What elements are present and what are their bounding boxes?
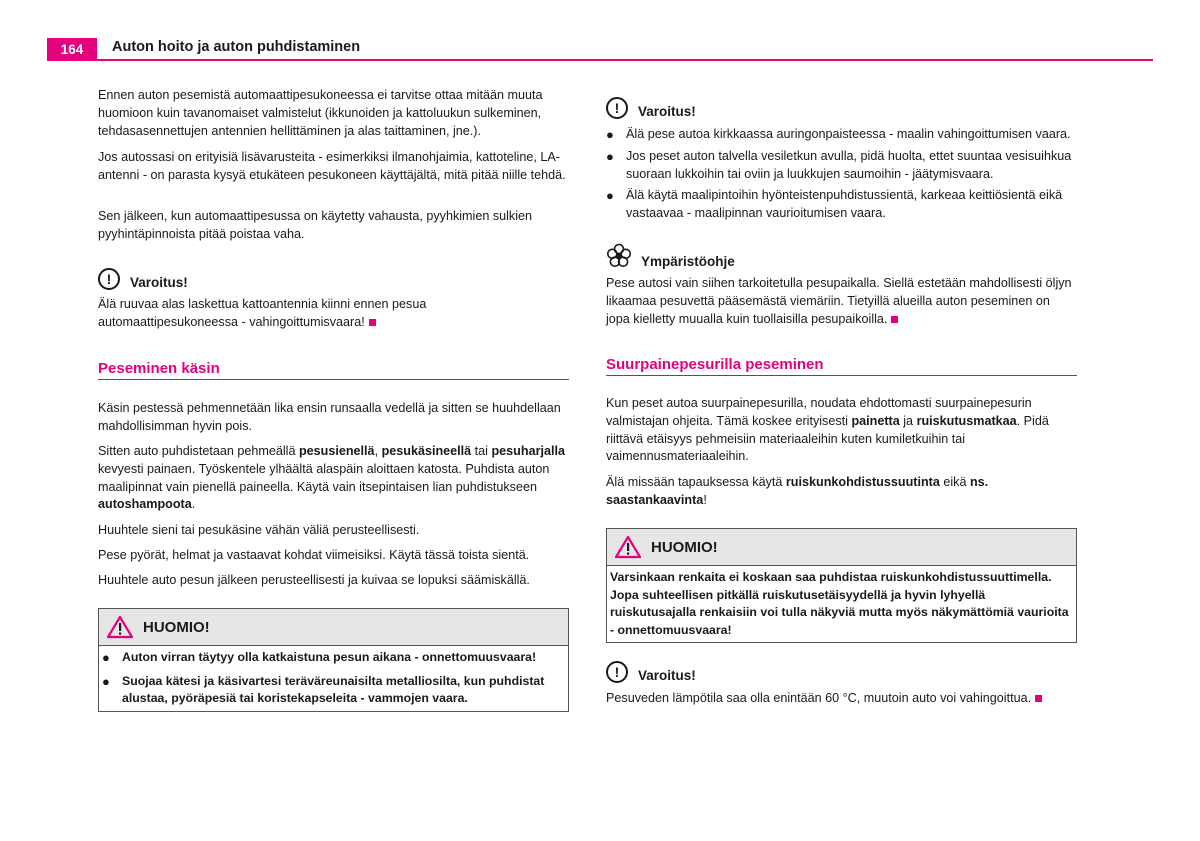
exclamation-circle-icon: ! bbox=[98, 268, 120, 290]
warning-box bbox=[606, 96, 1077, 223]
list-item: ● Suojaa kätesi ja käsivartesi teräväreunaisilta metalliosilta, kun puhdistat alustaa, pyöräpesiä tai koristekapseleita - vammojen vaara. bbox=[102, 673, 545, 705]
section-title: Suurpainepesurilla peseminen bbox=[606, 356, 1077, 376]
warning-triangle-icon bbox=[615, 535, 641, 559]
hand-paragraph-5: Huuhtele auto pesun jälkeen perusteellisesti ja kuivaa se lopuksi säämiskällä. bbox=[98, 573, 530, 587]
list-item: ● Jos peset auton talvella vesiletkun avulla, pidä huolta, ettet suuntaa vesisuihkua suoraan lukkoihin tai oviin ja luukkujen saumoihin - jäätymisvaara. bbox=[606, 148, 1072, 181]
warning-title: Varoitus! bbox=[130, 274, 188, 290]
exclamation-circle-icon: ! bbox=[606, 661, 628, 683]
list-item: ● Älä käytä maalipintoihin hyönteistenpuhdistussientä, karkeaa keittiösientä eikä vastaavaa - maalipinnan vaurioitumisen vaara. bbox=[606, 188, 1063, 221]
caution-title: HUOMIO! bbox=[143, 618, 210, 636]
hand-paragraph-1: Käsin pestessä pehmennetään lika ensin runsaalla vedellä ja sitten se huuhdellaan mahdollisimman hyvin pois. bbox=[98, 401, 561, 433]
section-pressure-wash bbox=[606, 356, 1077, 376]
caution-box bbox=[98, 608, 569, 712]
environment-note bbox=[606, 247, 1077, 328]
warning-triangle-icon bbox=[107, 615, 133, 639]
list-item: ● Älä pese autoa kirkkaassa auringonpaisteessa - maalin vahingoittumisen vaara. bbox=[606, 127, 1071, 142]
environment-title: Ympäristöohje bbox=[641, 253, 735, 269]
list-item: ● Auton virran täytyy olla katkaistuna pesun aikana - onnettomuusvaara! bbox=[102, 650, 537, 665]
warning-title: Varoitus! bbox=[638, 667, 696, 683]
caution-box bbox=[606, 528, 1077, 643]
header-rule bbox=[47, 59, 1153, 61]
environment-text: Pese autosi vain siihen tarkoitetulla pesupaikalla. Siellä estetään mahdollisesti öljyn likaamaa pesuvettä pääsemästä viemäriin. Tietyillä alueilla auton peseminen on jopa kielletty muualla kuin tuollaisilla pesupaikoilla. bbox=[606, 276, 1072, 326]
caution-title: HUOMIO! bbox=[651, 538, 718, 556]
warning-text: Pesuveden lämpötila saa olla enintään 60 °C, muutoin auto voi vahingoittua. bbox=[606, 691, 1032, 705]
end-square-icon bbox=[369, 319, 376, 326]
intro-paragraph-3: Sen jälkeen, kun automaattipesussa on käytetty vahausta, pyyhkimien sulkien pyyhintäpinnoista pitää poistaa vaha. bbox=[98, 209, 533, 241]
end-square-icon bbox=[1035, 695, 1042, 702]
header-title: Auton hoito ja auton puhdistaminen bbox=[112, 39, 361, 55]
section-title: Peseminen käsin bbox=[98, 360, 569, 380]
pressure-paragraph-1: Kun peset autoa suurpainepesurilla, noudata ehdottomasti suurpainepesurin valmistajan ohjeita. Tämä koskee erityisesti painetta ja ruiskutusmatkaa. Pidä riittävä etäisyys pehmeisiin materiaaleihin kuten kumiletkuihin tai vaimennusmateriaaleihin. bbox=[606, 396, 1049, 464]
section-hand-wash bbox=[98, 360, 569, 380]
hand-paragraph-2: Sitten auto puhdistetaan pehmeällä pesusienellä, pesukäsineellä tai pesuharjalla kevyesti painaen. Työskentele ylhäältä alaspäin aloittaen katosta. Puhdista auton maalipinnat vain pienellä paineella. Käytä vain itsepintaisen lian puhdistukseen autoshampoota. bbox=[98, 444, 565, 512]
warning-box bbox=[606, 660, 1077, 708]
pressure-paragraph-2: Älä missään tapauksessa käytä ruiskunkohdistussuutinta eikä ns. saastankaavinta! bbox=[606, 475, 989, 507]
warning-text: Älä ruuvaa alas laskettua kattoantennia kiinni ennen pesua automaattipesukoneessa - vahingoittumisvaara! bbox=[98, 297, 427, 329]
warning-box bbox=[98, 267, 569, 332]
flower-icon bbox=[606, 243, 632, 269]
caution-text: Varsinkaan renkaita ei koskaan saa puhdistaa ruiskunkohdistussuuttimella. Jopa suhteellisen pitkällä ruiskutusetäisyydellä ja hyvin lyhyellä ruiskutusajalla renkaisiin voi tulla näkyviä mutta myös näkymättömiä vaurioita - onnettomuusvaara! bbox=[610, 570, 1069, 637]
end-square-icon bbox=[891, 316, 898, 323]
exclamation-circle-icon: ! bbox=[606, 97, 628, 119]
intro-paragraph-1: Ennen auton pesemistä automaattipesukoneessa ei tarvitse ottaa mitään muuta huomioon kuin tavanomaiset valmistelut (ikkunoiden ja kattoluukun sulkeminen, tehdasasennettujen antennien hellittäminen ja alas taittaminen, jne.). bbox=[98, 88, 543, 138]
hand-paragraph-4: Pese pyörät, helmat ja vastaavat kohdat viimeisiksi. Käytä tässä toista sientä. bbox=[98, 548, 530, 562]
warning-title: Varoitus! bbox=[638, 103, 696, 119]
hand-paragraph-3: Huuhtele sieni tai pesukäsine vähän väliä perusteellisesti. bbox=[98, 523, 420, 537]
page-number: 164 bbox=[47, 38, 97, 60]
intro-paragraph-2: Jos autossasi on erityisiä lisävarusteita - esimerkiksi ilmanohjaimia, kattoteline, LA-antenni - on parasta kysyä etukäteen pesukoneen käyttäjältä, mitä pitää niille tehdä. bbox=[98, 150, 566, 182]
